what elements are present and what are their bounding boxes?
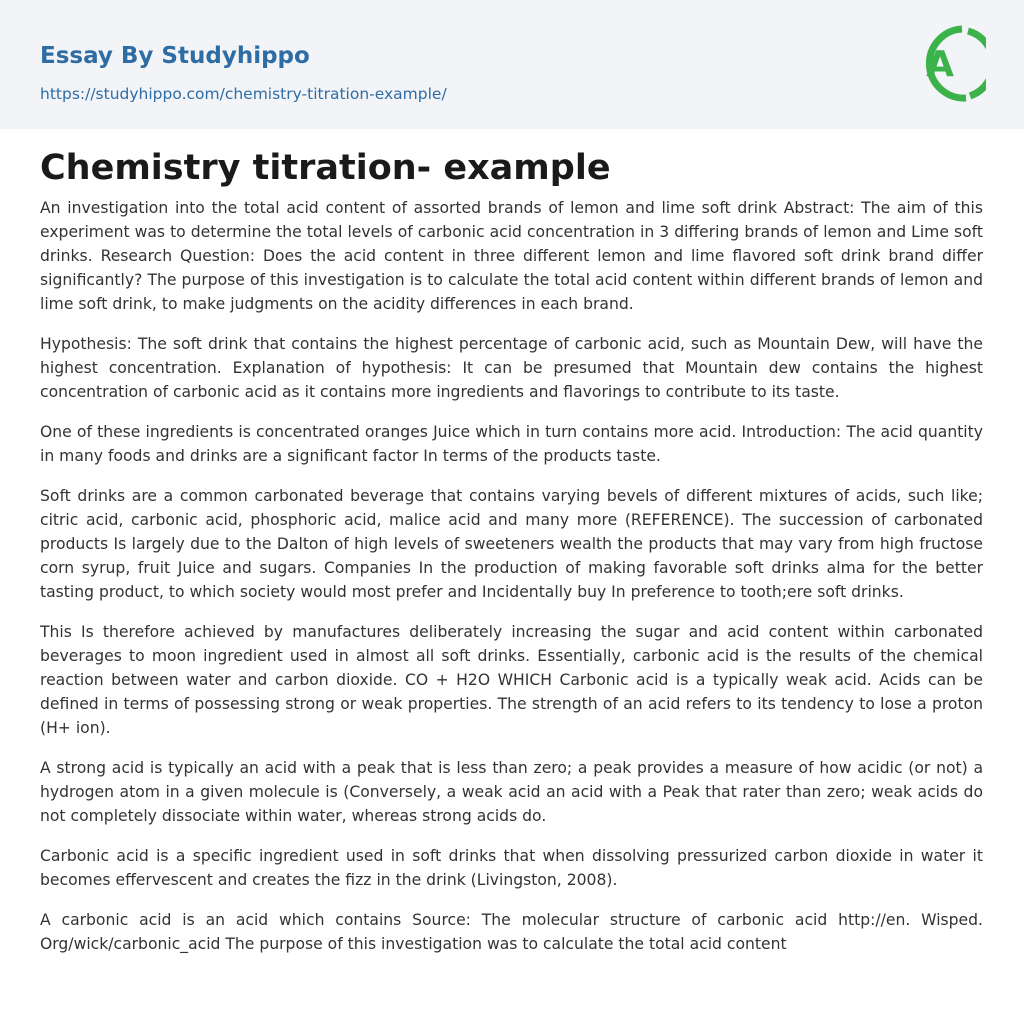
essay-paragraph: A strong acid is typically an acid with a peak that is less than zero; a peak provides a measure of how acidic (or not) a hydrogen atom in a given molecule is (Conversely, a weak acid an acid with a Peak that rater than zero; weak acids do not completely dissociate within water, whereas strong acids do. <box>40 759 983 825</box>
site-header <box>0 0 1024 129</box>
essay-paragraph: This Is therefore achieved by manufactures deliberately increasing the sugar and acid content within carbonated beverages to moon ingredient used in almost all soft drinks. Essentially, carbonic acid is the results of the chemical reaction between water and carbon dioxide. CO + H2O WHICH Carbonic acid is a typically weak acid. Acids can be defined in terms of possessing strong or weak properties. The strength of an acid refers to its tendency to lose a proton (H+ ion). <box>40 623 983 737</box>
logo-letter: A <box>926 44 954 85</box>
essay-title: Chemistry titration- example <box>40 148 611 188</box>
grade-a-icon <box>912 19 986 105</box>
site-title[interactable]: Essay By Studyhippo <box>40 43 310 69</box>
essay-paragraph: An investigation into the total acid content of assorted brands of lemon and lime soft drink Abstract: The aim of this experiment was to determine the total levels of carbonic acid concentration in 3 differing brands of lemon and Lime soft drinks. Research Question: Does the acid content in three different lemon and lime flavored soft drink brand differ significantly? The purpose of this investigation is to calculate the total acid content within different brands of lemon and lime soft drink, to make judgments on the acidity differences in each brand. <box>40 199 983 313</box>
essay-paragraph: A carbonic acid is an acid which contains Source: The molecular structure of carbonic acid http://en. Wisped. Org/wick/carbonic_acid The purpose of this investigation was to calculate the total acid content <box>40 911 983 953</box>
essay-paragraph: Soft drinks are a common carbonated beverage that contains varying bevels of different mixtures of acids, such like; citric acid, carbonic acid, phosphoric acid, malice acid and many more (REFERENCE). The succession of carbonated products Is largely due to the Dalton of high levels of sweeteners wealth the products that may vary from high fructose corn syrup, fruit Juice and sugars. Companies In the production of making favorable soft drinks alma for the better tasting product, to which society would most prefer and Incidentally buy In preference to tooth;ere soft drinks. <box>40 487 983 601</box>
logo-ring-tail <box>968 31 986 96</box>
essay-content <box>40 140 983 972</box>
page-url-link[interactable]: https://studyhippo.com/chemistry-titration-example/ <box>40 85 447 103</box>
essay-paragraph: Carbonic acid is a specific ingredient used in soft drinks that when dissolving pressurized carbon dioxide in water it becomes effervescent and creates the fizz in the drink (Livingston, 2008). <box>40 847 983 889</box>
essay-paragraph: Hypothesis: The soft drink that contains the highest percentage of carbonic acid, such as Mountain Dew, will have the highest concentration. Explanation of hypothesis: It can be presumed that Mountain dew contains the highest concentration of carbonic acid as it contains more ingredients and flavorings to contribute to its taste. <box>40 335 983 401</box>
essay-paragraph: One of these ingredients is concentrated oranges Juice which in turn contains more acid. Introduction: The acid quantity in many foods and drinks are a significant factor In terms of the products taste. <box>40 423 983 465</box>
